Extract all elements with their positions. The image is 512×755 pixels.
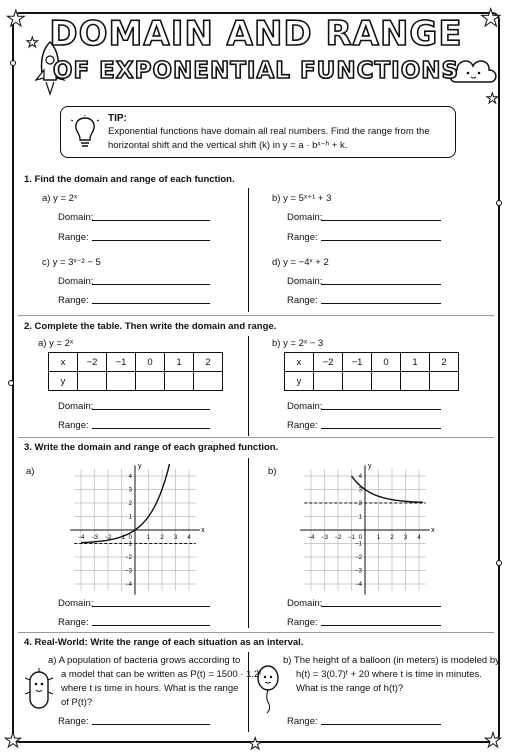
q4b-text: b) The height of a balloon (in meters) is modeled by [283,655,500,666]
q4a-text: a) A population of bacteria grows according to [48,655,241,666]
table-cell: 1 [401,353,430,372]
tip-text: Exponential functions have domain all real numbers. Find the range from the horizontal shift and the vertical shift (k) in y = a · bˣ⁻ʰ + k. [108,126,430,151]
y-tick-label: −4 [125,582,132,588]
graph-a [60,464,210,596]
q3b-label: b) [268,466,277,477]
x-tick-label: 4 [417,535,421,541]
range-label: Range: [287,295,318,306]
table-cell: −2 [314,353,343,372]
y-tick-label: 1 [358,514,362,521]
y-axis-label: y [368,464,372,470]
answer-line[interactable] [92,284,210,285]
tip-label: TIP: [108,113,127,124]
answer-line[interactable] [321,284,441,285]
table-row-header: x [285,353,314,372]
answer-line[interactable] [321,409,441,410]
x-axis-label: x [201,527,205,534]
bacteria-icon [24,668,54,712]
y-tick-label: −3 [355,568,362,575]
answer-line[interactable] [321,428,441,429]
y-tick-label: −3 [125,568,132,575]
q4a-text: a model that can be written as P(t) = 1500 · 1.2ᵗ [61,669,262,680]
answer-line[interactable] [92,220,210,221]
answer-line[interactable] [321,724,441,725]
table-cell: 0 [372,353,401,372]
table-input-cell[interactable] [314,372,343,391]
table-cell: 2 [194,353,223,372]
q2b-equation: b) y = 2ˣ − 3 [272,338,324,349]
graph-b [290,464,440,596]
lightbulb-icon [71,115,99,151]
column-divider [248,652,249,732]
column-divider [248,458,249,628]
range-label: Range: [58,716,89,727]
x-tick-label: −4 [307,535,315,541]
section-divider [18,315,494,316]
origin-label: 0 [128,535,132,541]
x-axis-label: x [431,527,435,534]
section-divider [18,437,494,438]
star-icon: ★ [26,34,39,50]
answer-line[interactable] [92,303,210,304]
range-label: Range: [58,420,89,431]
table-row-header: x [49,353,78,372]
table-input-cell[interactable] [430,372,459,391]
table-input-cell[interactable] [78,372,107,391]
range-label: Range: [58,232,89,243]
x-tick-label: 3 [173,535,178,541]
answer-line[interactable] [92,428,210,429]
y-tick-label: 2 [128,501,132,507]
x-tick-label: −3 [91,535,98,541]
value-table-a [48,352,223,391]
domain-label: Domain: [58,598,94,609]
table-input-cell[interactable] [401,372,430,391]
range-label: Range: [287,617,318,628]
table-row-header: y [49,372,78,391]
q4a-text: where t is time in hours. What is the range [61,683,239,694]
range-label: Range: [287,420,318,431]
star-icon: ★ [484,730,502,752]
answer-line[interactable] [92,240,210,241]
q4a-text: of P(t)? [61,697,93,708]
domain-label: Domain: [287,598,323,609]
x-tick-label: −2 [334,535,342,541]
y-tick-label: −2 [125,555,132,561]
q2a-equation: a) y = 2ˣ [38,338,74,349]
answer-line[interactable] [321,606,441,607]
star-icon: ★ [6,6,26,31]
table-cell: −1 [107,353,136,372]
dot-icon [496,200,502,206]
question-4-heading: 4. Real-World: Write the range of each situation as an interval. [24,637,304,648]
column-divider [248,188,249,312]
domain-label: Domain: [58,276,94,287]
y-tick-label: −1 [355,541,362,548]
range-label: Range: [287,716,318,727]
dot-icon [496,560,502,566]
answer-line[interactable] [92,724,210,725]
q3a-label: a) [26,466,35,477]
q4b-text: What is the range of h(t)? [296,683,404,694]
x-tick-label: 1 [146,535,151,541]
star-icon: ★ [4,730,22,752]
table-row-header: y [285,372,314,391]
section-divider [18,632,494,633]
q1a-equation: a) y = 2ˣ [42,193,78,204]
table-cell: 1 [165,353,194,372]
q1d-equation: d) y = −4ˣ + 2 [272,257,329,268]
question-2-heading: 2. Complete the table. Then write the domain and range. [24,321,277,332]
y-tick-label: 4 [128,474,132,480]
answer-line[interactable] [92,625,210,626]
x-tick-label: −1 [118,535,125,541]
domain-label: Domain: [58,401,94,412]
q4b-text: h(t) = 3(0.7)ᵗ + 20 where t is time in minutes. [296,669,482,680]
x-tick-label: −2 [104,535,112,541]
y-tick-label: −1 [125,541,132,548]
y-axis-label: y [138,464,142,470]
worksheet-subtitle: OF EXPONENTIAL FUNCTIONS [52,58,460,84]
table-input-cell[interactable] [343,372,372,391]
range-label: Range: [58,617,89,628]
table-input-cell[interactable] [165,372,194,391]
column-divider [248,336,249,436]
star-icon: ★ [480,5,502,32]
answer-line[interactable] [321,625,441,626]
x-tick-label: −1 [348,535,355,541]
domain-label: Domain: [287,276,323,287]
domain-label: Domain: [58,212,94,223]
x-tick-label: −4 [77,535,85,541]
x-tick-label: 2 [160,535,164,541]
range-label: Range: [287,232,318,243]
x-tick-label: −3 [321,535,328,541]
y-tick-label: 3 [358,487,362,494]
table-input-cell[interactable] [372,372,401,391]
origin-label: 0 [358,535,362,541]
star-icon: ★ [248,736,263,753]
y-tick-label: 2 [358,501,362,507]
table-cell: 2 [430,353,459,372]
table-cell: −2 [78,353,107,372]
y-tick-label: 3 [128,487,132,494]
domain-label: Domain: [287,401,323,412]
x-tick-label: 2 [390,535,394,541]
star-icon: ★ [486,90,499,106]
x-tick-label: 1 [376,535,381,541]
dot-icon [8,380,14,386]
table-cell: 0 [136,353,165,372]
answer-line[interactable] [321,220,441,221]
y-tick-label: 4 [358,474,362,480]
worksheet-title: DOMAIN AND RANGE [49,14,463,54]
q1c-equation: c) y = 3ˣ⁻² − 5 [42,257,101,268]
answer-line[interactable] [92,409,210,410]
answer-line[interactable] [321,303,441,304]
question-1-heading: 1. Find the domain and range of each function. [24,174,235,185]
range-label: Range: [58,295,89,306]
answer-line[interactable] [92,606,210,607]
answer-line[interactable] [321,240,441,241]
y-tick-label: 1 [128,514,132,521]
table-cell: −1 [343,353,372,372]
x-tick-label: 3 [403,535,408,541]
domain-label: Domain: [287,212,323,223]
function-curve [352,476,424,502]
value-table-b [284,352,459,391]
y-tick-label: −4 [355,582,362,588]
question-3-heading: 3. Write the domain and range of each graphed function. [24,442,279,453]
table-input-cell[interactable] [136,372,165,391]
table-input-cell[interactable] [194,372,223,391]
table-input-cell[interactable] [107,372,136,391]
tip-box [60,106,456,158]
x-tick-label: 4 [187,535,191,541]
q1b-equation: b) y = 5ˣ⁺¹ + 3 [272,193,332,204]
y-tick-label: −2 [355,555,362,561]
